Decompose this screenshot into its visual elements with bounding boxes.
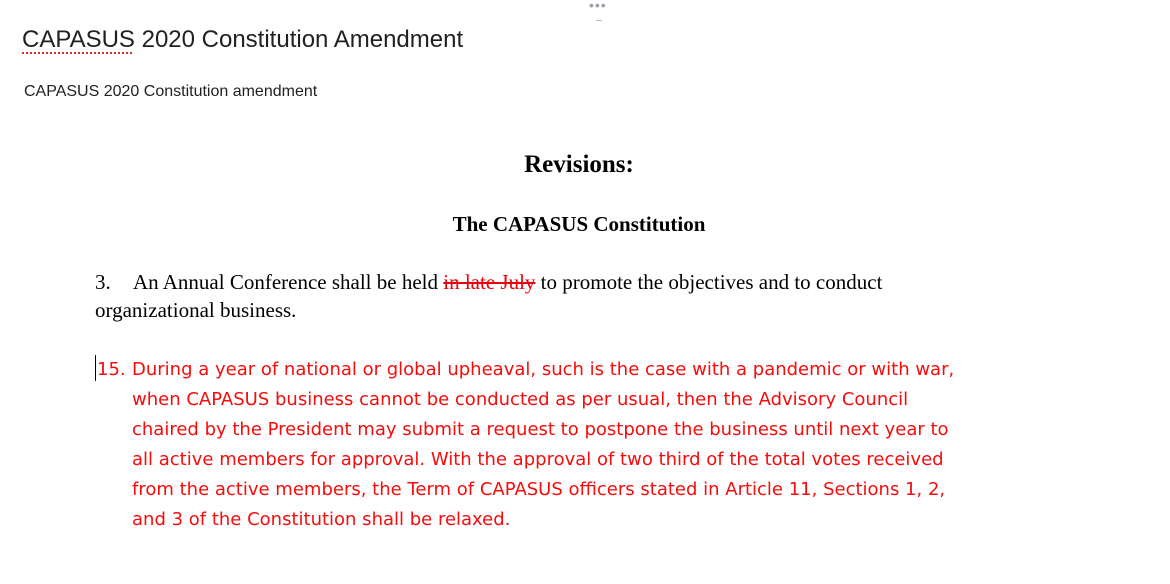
constitution-heading: The CAPASUS Constitution <box>452 212 706 236</box>
article-item-3 <box>95 268 1055 324</box>
item-line: from the active members, the Term of CAPASUS officers stated in Article 11, Sections 1, 2, <box>132 479 946 500</box>
item-line: when CAPASUS business cannot be conducted as per usual, then the Advisory Council <box>132 389 909 410</box>
item-number: 3. <box>95 270 111 294</box>
item-text-continued: to promote the objectives and to conduct <box>535 270 883 294</box>
page-title <box>22 24 463 56</box>
drag-handle <box>596 20 602 21</box>
text-cursor <box>95 355 96 381</box>
title-misspelled-word: CAPASUS <box>22 26 135 53</box>
revisions-heading: Revisions: <box>524 151 634 178</box>
item-text-line2: organizational business. <box>95 298 297 322</box>
page-subtitle: CAPASUS 2020 Constitution amendment <box>24 83 318 100</box>
item-line: chaired by the President may submit a request to postpone the business until next year to <box>132 419 949 440</box>
item-number: 15. <box>97 359 126 380</box>
item-line: and 3 of the Constitution shall be relaxed. <box>132 509 511 530</box>
item-text: An Annual Conference shall be held <box>133 270 444 294</box>
item-body <box>132 355 1057 535</box>
item-line: During a year of national or global upheaval, such is the case with a pandemic or with war, <box>132 359 955 380</box>
item-line: all active members for approval. With the approval of two third of the total votes received <box>132 449 944 470</box>
more-options-icon[interactable]: ••• <box>589 0 607 13</box>
struck-text: in late July <box>443 270 536 294</box>
title-rest: 2020 Constitution Amendment <box>134 26 464 53</box>
article-item-15 <box>97 355 1057 535</box>
